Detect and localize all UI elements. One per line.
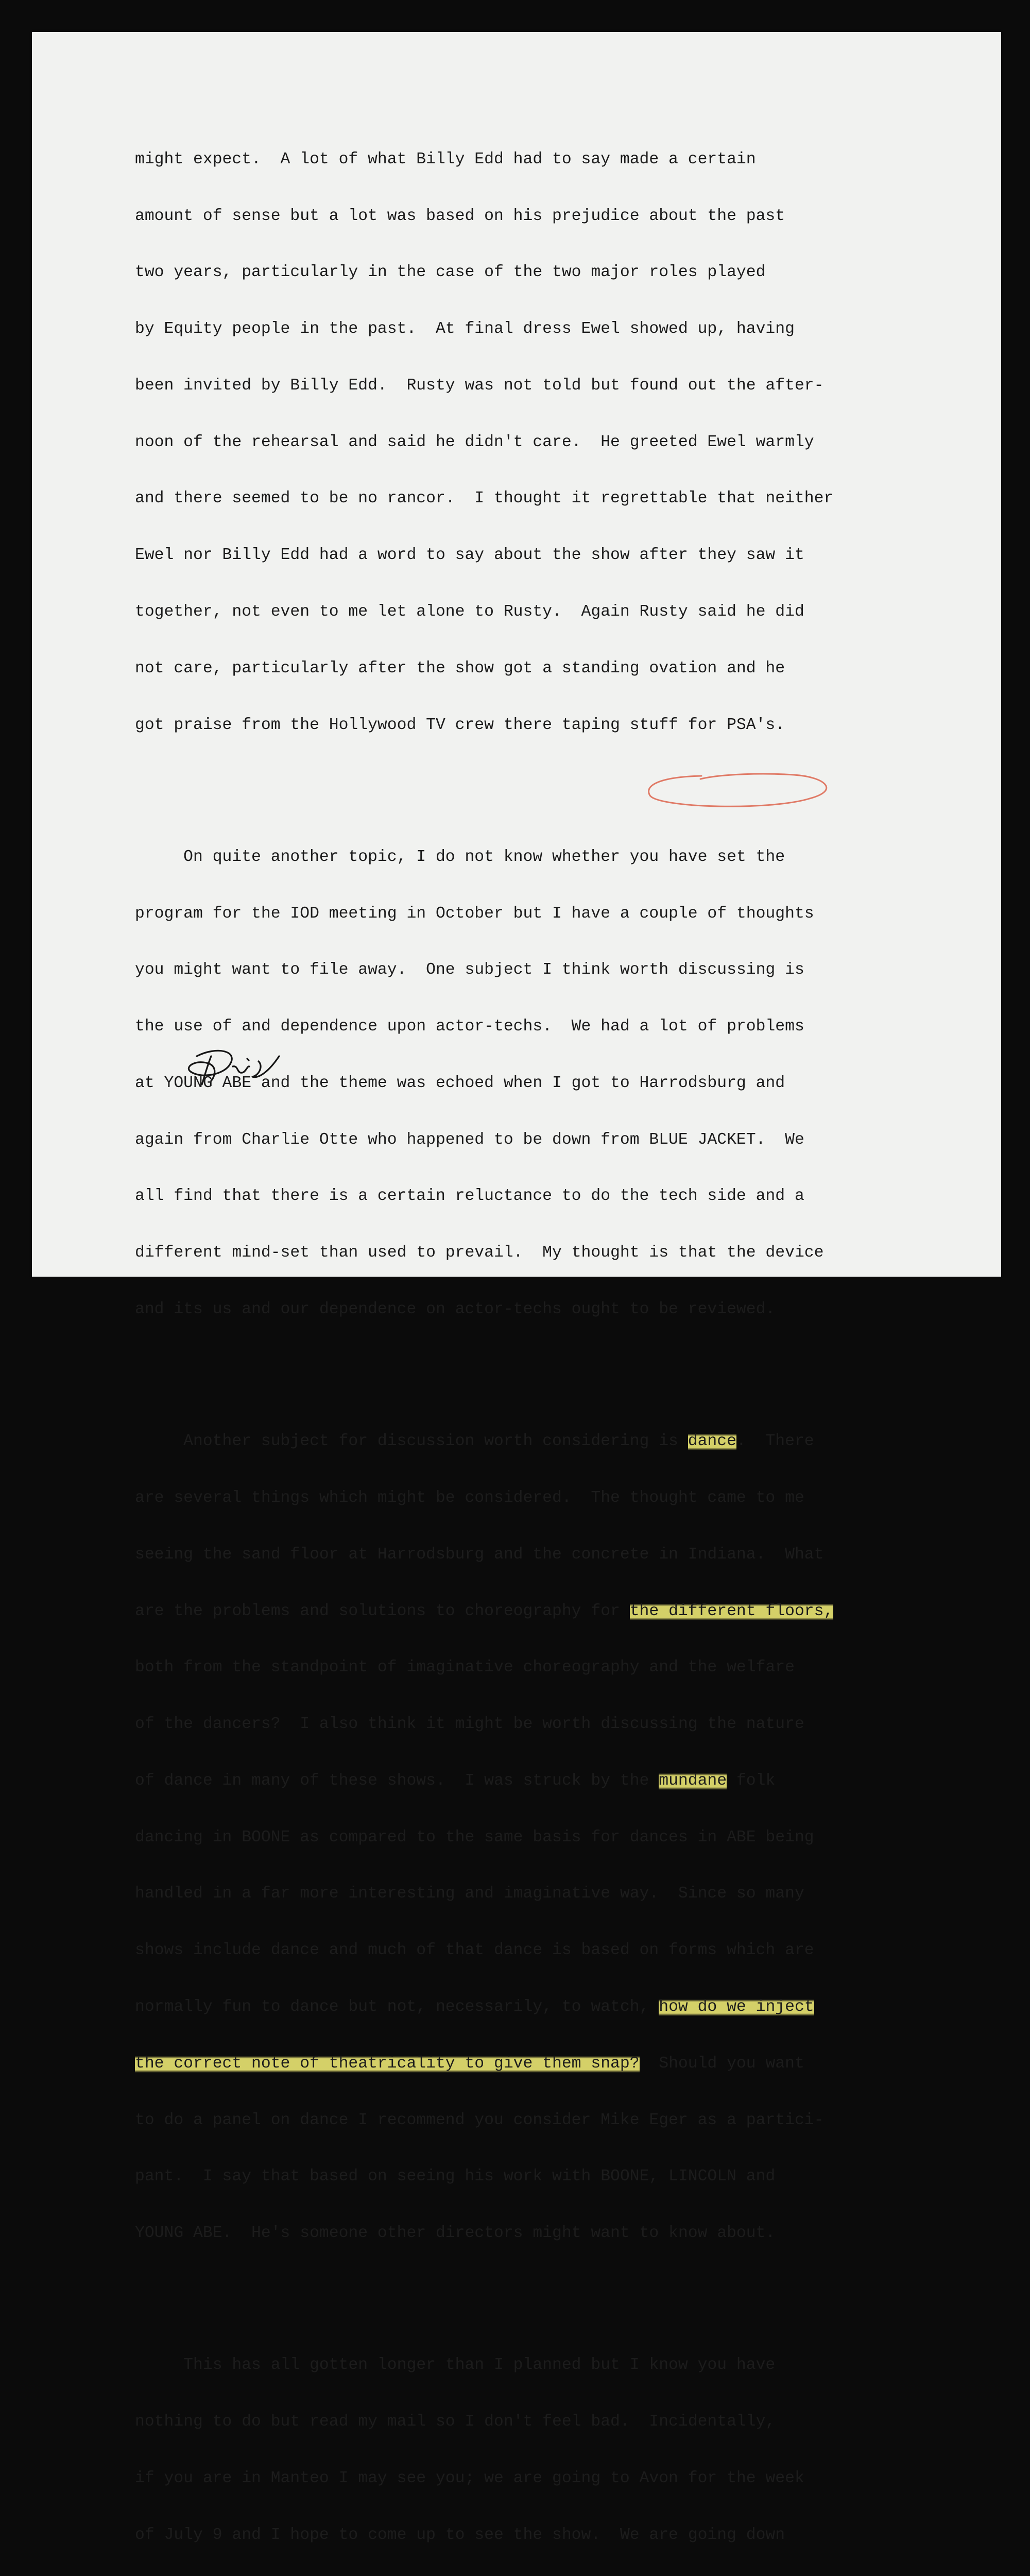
text-line: again from Charlie Otte who happened to be down from BLUE JACKET. We [135, 1130, 804, 1149]
text-line: handled in a far more interesting and imaginative way. Since so many [135, 1885, 804, 1903]
text-line: are the problems and solutions to choreography for the different floors, [135, 1602, 834, 1620]
text-line: are several things which might be considered. The thought came to me [135, 1488, 804, 1507]
highlighted-text: how do we inject [659, 1997, 814, 2016]
text-line: at YOUNG ABE and the theme was echoed when I got to Harrodsburg and [135, 1074, 785, 1092]
handwritten-signature [181, 1036, 295, 1092]
text-line: the use of and dependence upon actor-techs. We had a lot of problems [135, 1018, 804, 1036]
highlighted-text: dance [688, 1432, 736, 1451]
text-line: Another subject for discussion worth considering is dance. There [135, 1432, 814, 1451]
text-line: normally fun to dance but not, necessarily, to watch, how do we inject [135, 1997, 814, 2016]
text-line: This has all gotten longer than I planned but I know you have [135, 2356, 776, 2375]
text-line: amount of sense but a lot was based on his prejudice about the past [135, 207, 785, 225]
letter-page [32, 32, 1001, 2544]
text-line: nothing to do but read my mail so I don't feel bad. Incidentally, [135, 2413, 776, 2431]
text-line: by Equity people in the past. At final dress Ewel showed up, having [135, 320, 795, 338]
highlighted-text: the correct note of theatricality to give them snap? [135, 2054, 640, 2073]
highlighted-text: mundane [659, 1771, 727, 1790]
letter-body [135, 94, 990, 2576]
text-line: not care, particularly after the show got a standing ovation and he [135, 659, 785, 677]
text-line: program for the IOD meeting in October but I have a couple of thoughts [135, 904, 814, 923]
text-line: different mind-set than used to prevail. My thought is that the device [135, 1244, 824, 1262]
text-line: and its us and our dependence on actor-techs ought to be reviewed. [135, 1300, 776, 1318]
text-line: of dance in many of these shows. I was struck by the mundane folk [135, 1771, 776, 1790]
text-line: if you are in Manteo I may see you; we are going to Avon for the week [135, 2469, 804, 2487]
text-line: Ewel nor Billy Edd had a word to say about the show after they saw it [135, 546, 804, 565]
text-line: both from the standpoint of imaginative choreography and the welfare [135, 1658, 795, 1677]
text-line: noon of the rehearsal and said he didn't care. He greeted Ewel warmly [135, 433, 814, 451]
blank-line [135, 2281, 990, 2300]
text-line: pant. I say that based on seeing his work with BOONE, LINCOLN and [135, 2167, 776, 2186]
text-line: of the dancers? I also think it might be worth discussing the nature [135, 1715, 804, 1734]
text-line: together, not even to me let alone to Rusty. Again Rusty said he did [135, 603, 804, 621]
text-line: been invited by Billy Edd. Rusty was not told but found out the after- [135, 376, 824, 395]
text-line: YOUNG ABE. He's someone other directors might want to know about. [135, 2224, 776, 2243]
text-line: and there seemed to be no rancor. I thought it regrettable that neither [135, 489, 834, 508]
text-line: shows include dance and much of that dance is based on forms which are [135, 1941, 814, 1960]
text-line: dancing in BOONE as compared to the same basis for dances in ABE being [135, 1828, 814, 1846]
text-line: you might want to file away. One subject I think worth discussing is [135, 961, 804, 979]
text-line: of July 9 and I hope to come up to see the show. We are going down [135, 2526, 785, 2544]
text-line: two years, particularly in the case of the two major roles played [135, 263, 766, 282]
text-line: seeing the sand floor at Harrodsburg and the concrete in Indiana. What [135, 1545, 824, 1564]
text-line: got praise from the Hollywood TV crew there taping stuff for PSA's. [135, 716, 785, 734]
text-line: all find that there is a certain reluctance to do the tech side and a [135, 1187, 804, 1206]
blank-line [135, 1357, 990, 1376]
text-line: to do a panel on dance I recommend you consider Mike Eger as a partici- [135, 2111, 824, 2129]
highlighted-text: the different floors, [629, 1602, 834, 1620]
text-line: On quite another topic, I do not know whether you have set the [135, 848, 785, 866]
text-line: might expect. A lot of what Billy Edd had to say made a certain [135, 150, 756, 168]
text-line: the correct note of theatricality to give them snap? Should you want [135, 2054, 804, 2073]
pen-circle-annotation [640, 770, 866, 811]
